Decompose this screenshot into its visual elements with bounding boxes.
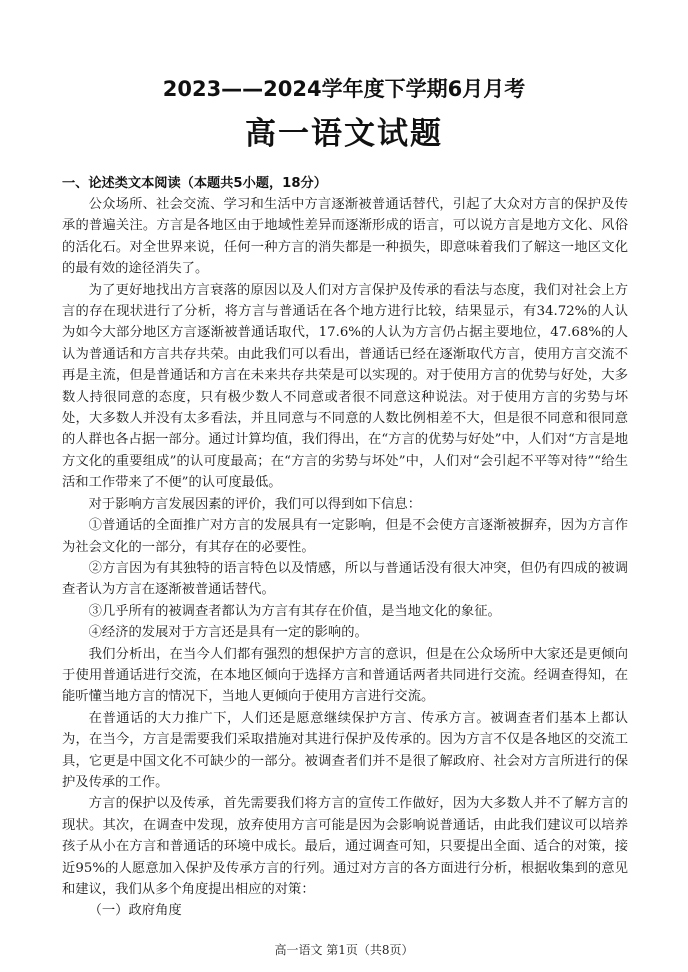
- subject-title: 高一语文试题: [245, 116, 443, 152]
- paragraph-4: 我们分析出，在当今人们都有强烈的想保护方言的意识，但是在公众场所中大家还是更倾向于使用普通话进行交流，在本地区倾向于选择方言和普通话两者共同进行交流。经调查得知，在能听懂当地方言的情况下，当地人更倾向于使用方言进行交流。: [62, 646, 628, 705]
- exam-title: 2023——2024学年度下学期6月月考: [162, 77, 526, 101]
- list-item-3: ③几乎所有的被调查者都认为方言有其存在价值，是当地文化的象征。: [88, 603, 501, 619]
- section-heading: 一、论述类文本阅读（本题共5小题，18分）: [62, 176, 327, 191]
- subheading-government: （一）政府角度: [88, 903, 182, 919]
- list-item-1: ①普通话的全面推广对方言的发展具有一定影响，但是不会使方言逐渐被摒弃，因为方言作为社会文化的一部分，有其存在的必要性。: [62, 518, 628, 555]
- passage-body: [62, 194, 628, 922]
- paragraph-6: 方言的保护以及传承，首先需要我们将方言的宣传工作做好，因为大多数人并不了解方言的现状。其次，在调查中发现，放弃使用方言可能是因为会影响说普通话，由此我们建议可以培养孩子从小在方言和普通话的环境中成长。最后，通过调查可知，只要提出全面、适合的对策，接近95%的人愿意加入保护及传承方言的行列。通过对方言的各方面进行分析，根据收集到的意见和建议，我们从多个角度提出相应的对策：: [62, 796, 628, 897]
- page-footer: 高一语文 第1页（共8页）: [274, 943, 414, 957]
- paragraph-2: 为了更好地找出方言衰落的原因以及人们对方言保护及传承的看法与态度，我们对社会上方言的存在现状进行了分析，将方言与普通话在各个地方进行比较，结果显示，有34.72%的人认为如今大部分地区方言逐渐被普通话取代，17.6%的人认为方言仍占据主要地位，47.68%的人认为普通话和方言共存共荣。由此我们可以看出，普通话已经在逐渐取代方言，使用方言交流不再是主流，但是普通话和方言在未来共存共荣是可以实现的。对于使用方言的优势与好处，大多数人持很同意的态度，只有极少数人不同意或者很不同意这种说法。对于使用方言的劣势与坏处，大多数人并没有太多看法，并且同意与不同意的人数比例相差不大，但是很不同意和很同意的人群也各占据一部分。通过计算均值，我们得出，在“方言的优势与好处”中，人们对“方言是地方文化的重要组成”的认可度最高；在“方言的劣势与坏处”中，人们对“会引起不平等对待”“给生活和工作带来了不便”的认可度最低。: [62, 282, 628, 491]
- list-item-4: ④经济的发展对于方言还是具有一定的影响的。: [88, 625, 368, 641]
- paragraph-3: 对于影响方言发展因素的评价，我们可以得到如下信息：: [88, 496, 422, 512]
- paragraph-1: 公众场所、社会交流、学习和生活中方言逐渐被普通话替代，引起了大众对方言的保护及传承的普遍关注。方言是各地区由于地域性差异而逐渐形成的语言，可以说方言是地方文化、风俗的活化石。对全世界来说，任何一种方言的消失都是一种损失，即意味着我们了解这一地区文化的最有效的途径消失了。: [62, 197, 628, 277]
- paragraph-5: 在普通话的大力推广下，人们还是愿意继续保护方言、传承方言。被调查者们基本上都认为，在当今，方言是需要我们采取措施对其进行保护及传承的。因为方言不仅是各地区的交流工具，它更是中国文化不可缺少的一部分。被调查者们并不是很了解政府、社会对方言所进行的保护及传承的工作。: [62, 710, 628, 790]
- list-item-2: ②方言因为有其独特的语言特色以及情感，所以与普通话没有很大冲突，但仍有四成的被调查者认为方言在逐渐被普通话替代。: [62, 560, 628, 598]
